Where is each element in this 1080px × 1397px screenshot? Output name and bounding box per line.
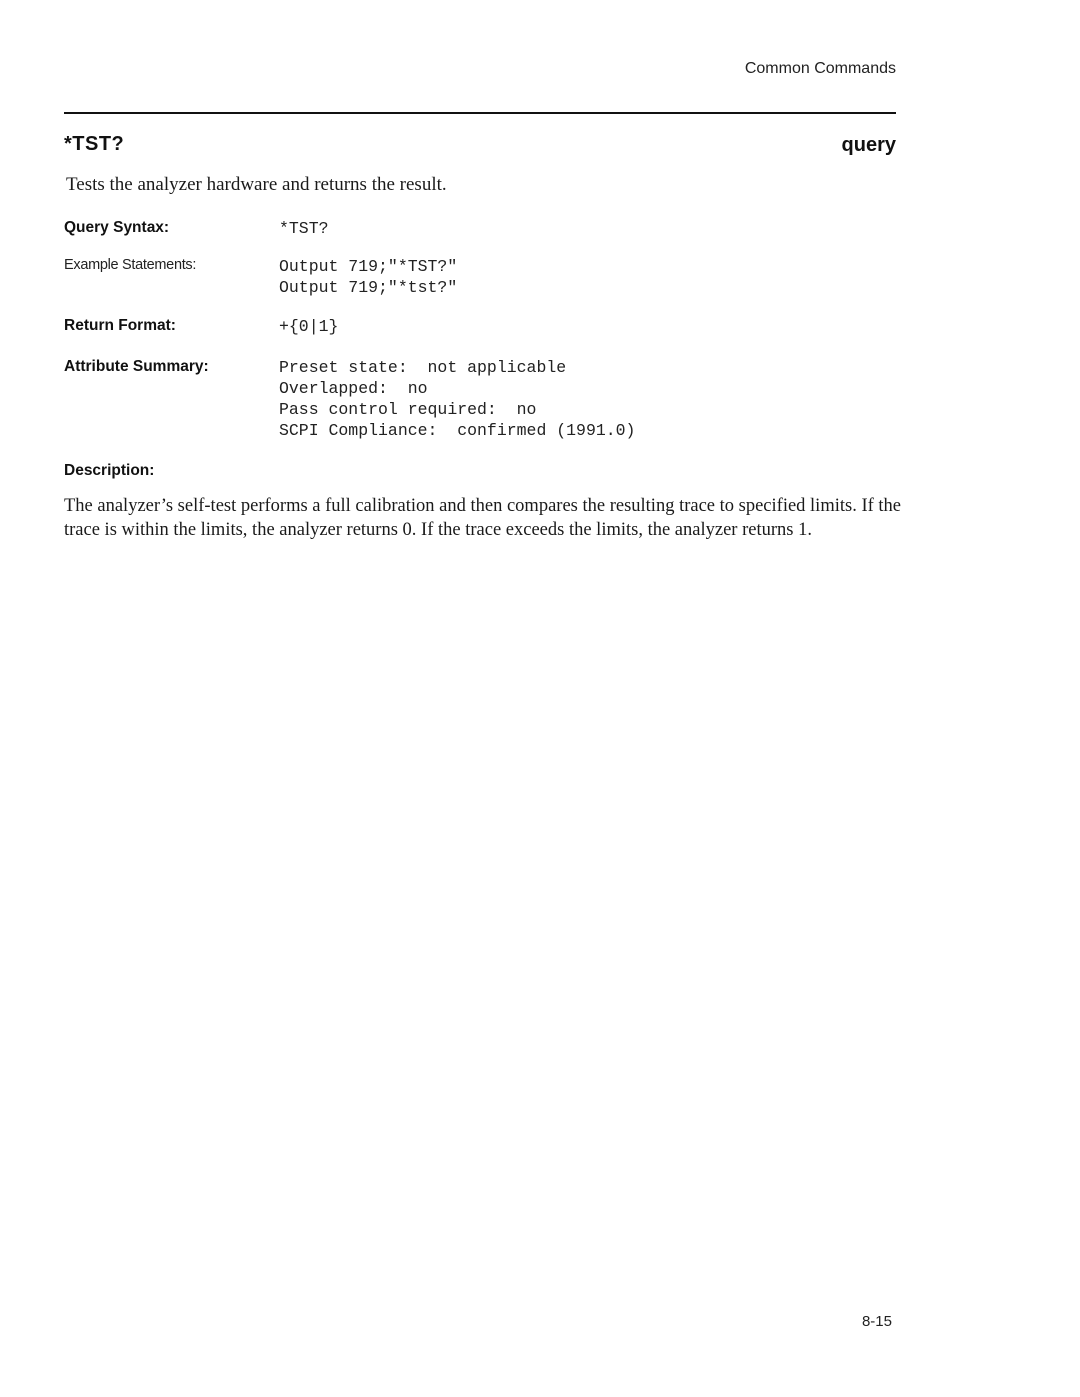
- example-statement-2: Output 719;"*tst?": [279, 278, 458, 297]
- description-text: The analyzer’s self-test performs a full calibration and then compares the resulting trace to specified limits. If the trace is within the limits, the analyzer returns 0. If the trace exceeds the limits, the analyzer returns 1.: [64, 496, 901, 540]
- example-statements-label: Example Statements:: [64, 257, 197, 273]
- running-head: Common Commands: [744, 60, 896, 77]
- example-statement-1: Output 719;"*TST?": [279, 257, 458, 276]
- attribute-summary-label: Attribute Summary:: [64, 358, 209, 375]
- query-syntax-label: Query Syntax:: [64, 219, 170, 236]
- attribute-preset-state: Preset state: not applicable: [279, 358, 567, 377]
- return-format-value: +{0|1}: [279, 317, 339, 336]
- command-type: query: [841, 134, 896, 156]
- attribute-pass-control: Pass control required: no: [279, 400, 537, 419]
- description-label: Description:: [64, 462, 155, 479]
- attribute-scpi-compliance: SCPI Compliance: confirmed (1991.0): [279, 421, 636, 440]
- query-syntax-value: *TST?: [279, 219, 329, 238]
- command-title: *TST?: [64, 133, 125, 155]
- section-rule: [64, 112, 896, 114]
- command-summary: Tests the analyzer hardware and returns the result.: [66, 174, 447, 195]
- page-number: 8-15: [861, 1313, 892, 1330]
- return-format-label: Return Format:: [64, 317, 176, 334]
- attribute-overlapped: Overlapped: no: [279, 379, 428, 398]
